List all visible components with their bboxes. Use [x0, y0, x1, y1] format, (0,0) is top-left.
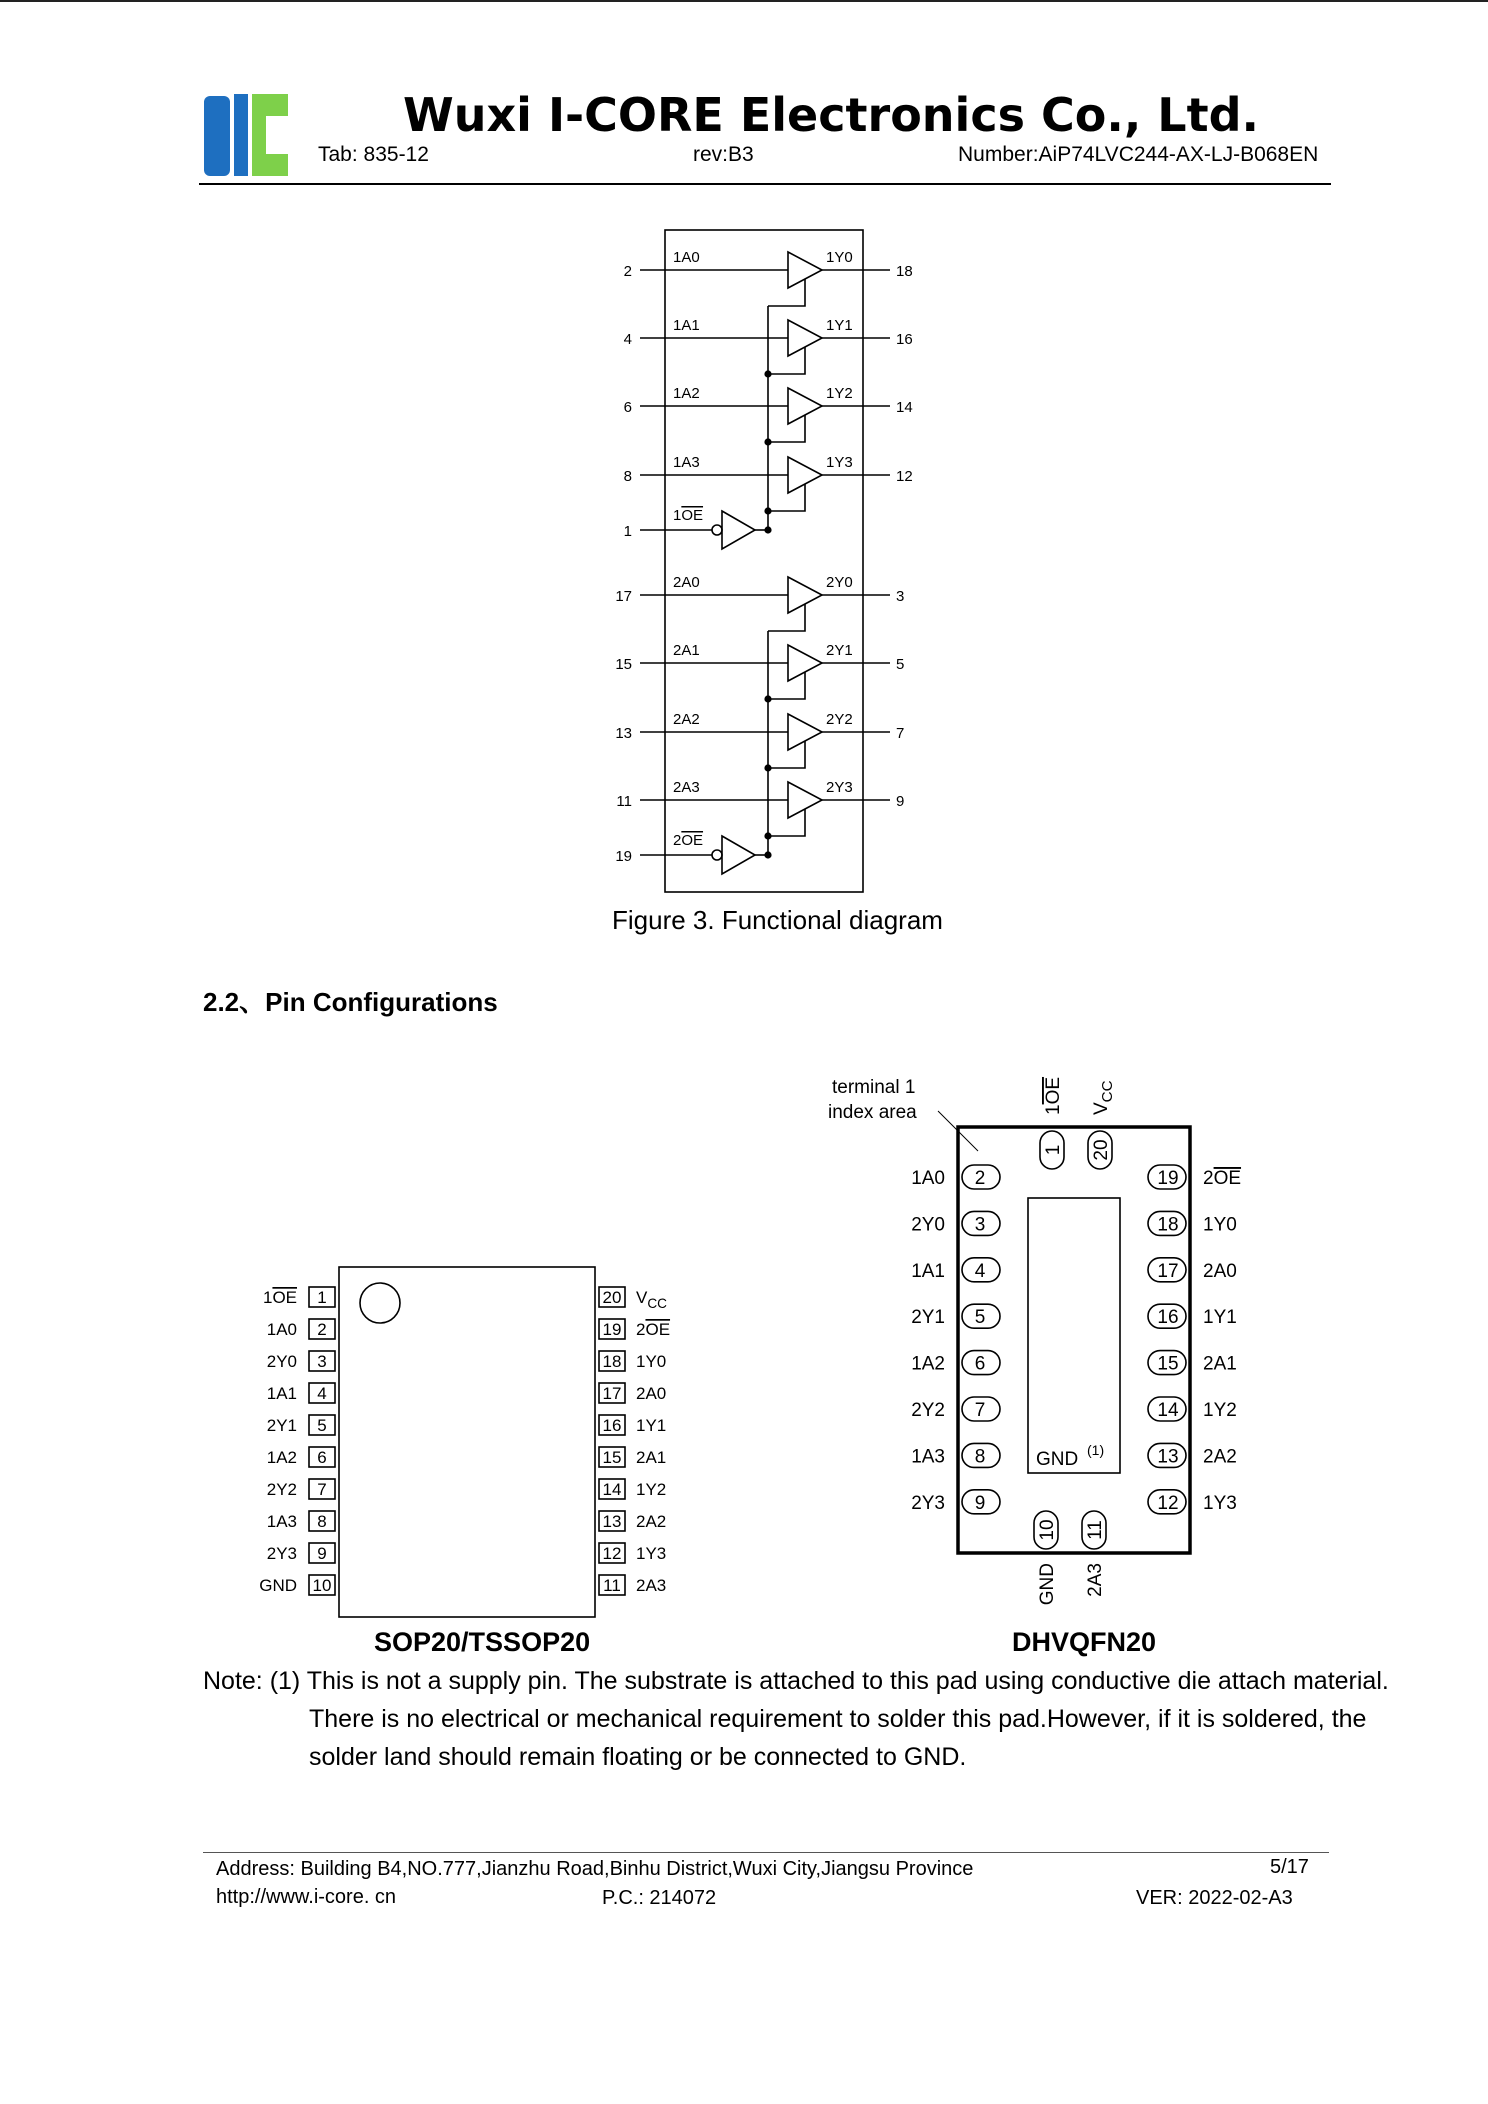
sop-pin-name: $V_{CC}$ [636, 1288, 667, 1311]
qfn-pin-name: 1Y3 [1203, 1492, 1237, 1514]
terminal-label: terminal 1 [832, 1077, 916, 1098]
enable-tap [768, 415, 805, 442]
qfn-pin-number: 1 [1043, 1144, 1064, 1156]
sop-pin-name: 1OE [262, 1288, 297, 1307]
qfn-pin-name: GND [1037, 1563, 1058, 1606]
qfn-pin-number: 20 [1091, 1139, 1112, 1161]
enable-pin-number: 19 [615, 848, 632, 865]
sop20-pinout [245, 1255, 685, 1630]
qfn-pin-number: 2 [974, 1168, 986, 1189]
qfn-pin-name: 2Y3 [911, 1492, 945, 1514]
header-tab: Tab: 835-12 [318, 143, 429, 166]
note-line-2: There is no electrical or mechanical requirement to solder this pad.However, if it is soldered, the [309, 1705, 1367, 1733]
output-pin-number: 3 [896, 588, 905, 605]
sop-pin-number: 9 [317, 1544, 327, 1563]
enable-tap [768, 604, 805, 631]
footer-page: 5/17 [1270, 1856, 1309, 1878]
output-pin-label: 1Y1 [826, 317, 853, 334]
sop-pin-name: 1Y0 [636, 1352, 667, 1371]
output-pin-number: 14 [896, 399, 913, 416]
input-pin-number: 11 [616, 793, 632, 810]
sop-pin-name: 2A2 [636, 1512, 667, 1531]
qfn-pin-number: 6 [974, 1353, 986, 1375]
enable-tap [768, 741, 805, 768]
qfn-pin-name: 1OE [1043, 1076, 1064, 1115]
inversion-bubble [712, 850, 722, 860]
header-number: Number:AiP74LVC244-AX-LJ-B068EN [958, 143, 1319, 166]
qfn-pin-name: 1Y0 [1203, 1214, 1237, 1236]
qfn-pin-number: 17 [1157, 1260, 1179, 1282]
qfn-pin-number: 18 [1157, 1214, 1179, 1236]
qfn-pin-name: 1Y2 [1203, 1400, 1237, 1421]
sop-pin-number: 1 [317, 1288, 327, 1307]
sop-pin-number: 18 [602, 1352, 622, 1371]
sop-pin-number: 17 [602, 1384, 622, 1403]
output-pin-label: 2Y2 [826, 711, 853, 728]
qfn-package-name: DHVQFN20 [1012, 1627, 1157, 1657]
sop-pin-number: 6 [317, 1448, 327, 1467]
enable-tap [768, 672, 805, 699]
sop-pin-number: 7 [317, 1480, 327, 1499]
sop-pin-name: 2A0 [636, 1384, 667, 1403]
input-pin-number: 13 [615, 725, 632, 742]
sop-pin-number: 11 [603, 1576, 621, 1595]
company-name: Wuxi I-CORE Electronics Co., Ltd. [403, 88, 1260, 142]
enable-tap [768, 484, 805, 511]
sop-pin-number: 2 [317, 1320, 327, 1339]
sop-pin-name: 2Y3 [266, 1544, 297, 1563]
qfn-pin-name: 2A1 [1203, 1353, 1237, 1375]
terminal-label: index area [828, 1102, 917, 1123]
qfn-pin-name: 2A2 [1203, 1446, 1237, 1468]
qfn-pin-number: 14 [1157, 1400, 1179, 1421]
output-pin-number: 5 [896, 656, 905, 673]
qfn-pin-name: 2A0 [1203, 1260, 1237, 1282]
sop-pin-name: 1A0 [266, 1320, 297, 1339]
enable-pin-label: 1OE [673, 507, 704, 524]
output-pin-label: 1Y3 [826, 454, 853, 471]
figure-caption: Figure 3. Functional diagram [612, 905, 943, 935]
output-pin-number: 16 [896, 331, 913, 348]
qfn-pin-number: 3 [974, 1214, 986, 1236]
header-rev: rev:B3 [693, 143, 754, 166]
sop-pin-name: 2A3 [636, 1576, 667, 1595]
junction-dot [765, 765, 771, 771]
output-pin-number: 9 [896, 793, 905, 810]
sop-pin-name: 2A1 [636, 1448, 667, 1467]
footer-address: Address: Building B4,NO.777,Jianzhu Road,Binhu District,Wuxi City,Jiangsu Province [216, 1858, 974, 1880]
output-pin-label: 2Y1 [826, 642, 853, 659]
enable-pin-number: 1 [623, 523, 632, 540]
pin1-marker [360, 1283, 400, 1323]
qfn-pin-number: 8 [974, 1446, 986, 1468]
input-pin-number: 4 [623, 331, 632, 348]
sop-pin-number: 12 [602, 1544, 622, 1563]
note-line-1: Note: (1) This is not a supply pin. The substrate is attached to this pad using conductive die attach material. [203, 1667, 1389, 1695]
qfn-pin-number: 13 [1157, 1446, 1179, 1468]
enable-tap [768, 279, 805, 306]
sop-pin-number: 19 [602, 1320, 622, 1339]
junction-dot [765, 833, 771, 839]
sop-pin-number: 14 [602, 1480, 622, 1499]
qfn-pin-number: 5 [974, 1307, 986, 1329]
qfn-pin-name: 2OE [1203, 1168, 1242, 1189]
input-pin-number: 2 [623, 263, 632, 280]
output-pin-label: 2Y0 [826, 574, 853, 591]
qfn-pin-number: 10 [1037, 1519, 1058, 1541]
qfn-pin-name: 2Y2 [911, 1400, 945, 1421]
note-line-3: solder land should remain floating or be connected to GND. [309, 1743, 967, 1771]
qfn-pin-number: 12 [1157, 1492, 1179, 1514]
input-pin-number: 6 [623, 399, 632, 416]
enable-buffer-symbol [722, 836, 755, 874]
output-pin-label: 2Y3 [826, 779, 853, 796]
footer-version: VER: 2022-02-A3 [1136, 1887, 1293, 1909]
output-pin-number: 7 [896, 725, 905, 742]
footer-url[interactable]: http://www.i-core. cn [216, 1886, 397, 1908]
footer-postcode: P.C.: 214072 [602, 1887, 717, 1909]
input-pin-label: 1A1 [673, 317, 700, 334]
enable-tap [768, 809, 805, 836]
enable-tap [768, 347, 805, 374]
sop-pin-number: 3 [317, 1352, 327, 1371]
functional-diagram [600, 220, 940, 900]
junction-dot [765, 508, 771, 514]
exposed-pad-label: GND [1036, 1449, 1079, 1470]
junction-dot [765, 439, 771, 445]
page-top-border [0, 0, 1488, 2]
sop-package-name: SOP20/TSSOP20 [374, 1627, 591, 1657]
sop-pin-number: 15 [602, 1448, 622, 1467]
qfn-pin-name: $V_{CC}$ [1091, 1080, 1116, 1115]
output-pin-label: 1Y0 [826, 249, 853, 266]
enable-pin-label: 2OE [673, 832, 704, 849]
output-pin-label: 1Y2 [826, 385, 853, 402]
input-pin-label: 1A3 [673, 454, 700, 471]
exposed-pad [1028, 1198, 1120, 1473]
sop-pin-number: 10 [312, 1576, 332, 1595]
sop-pin-name: 2Y2 [266, 1480, 297, 1499]
qfn20-pinout [800, 1055, 1280, 1635]
qfn-pin-number: 7 [974, 1400, 986, 1421]
inversion-bubble [712, 525, 722, 535]
qfn-body [958, 1127, 1190, 1553]
input-pin-number: 17 [615, 588, 632, 605]
qfn-pin-name: 1Y1 [1203, 1307, 1237, 1329]
qfn-pin-name: 2Y0 [911, 1214, 945, 1236]
sop-pin-number: 5 [317, 1416, 327, 1435]
sop-pin-number: 20 [602, 1288, 622, 1307]
qfn-pin-name: 1A2 [911, 1353, 945, 1375]
qfn-pin-name: 1A1 [911, 1260, 945, 1282]
input-pin-label: 2A3 [673, 779, 700, 796]
icore-logo [204, 92, 288, 178]
sop-pin-name: 1A3 [266, 1512, 297, 1531]
input-pin-label: 2A1 [673, 642, 700, 659]
junction-dot [765, 852, 771, 858]
section-title: 2.2、Pin Configurations [203, 987, 498, 1017]
qfn-pin-number: 19 [1157, 1168, 1179, 1189]
input-pin-number: 15 [615, 656, 632, 673]
sop-pin-name: 1A2 [266, 1448, 297, 1467]
junction-dot [765, 527, 771, 533]
sop-body [339, 1267, 595, 1617]
qfn-pin-name: 2Y1 [911, 1307, 945, 1329]
enable-buffer-symbol [722, 511, 755, 549]
input-pin-number: 8 [623, 468, 632, 485]
output-pin-number: 18 [896, 263, 913, 280]
input-pin-label: 1A2 [673, 385, 700, 402]
qfn-pin-name: 1A0 [911, 1168, 945, 1189]
sop-pin-name: GND [259, 1576, 297, 1595]
sop-pin-name: 1Y1 [636, 1416, 667, 1435]
sop-pin-number: 13 [602, 1512, 622, 1531]
output-pin-number: 12 [896, 468, 913, 485]
sop-pin-number: 16 [602, 1416, 622, 1435]
qfn-pin-name: 2A3 [1085, 1563, 1106, 1597]
exposed-pad-note: (1) [1087, 1442, 1105, 1458]
sop-pin-name: 2Y1 [266, 1416, 297, 1435]
qfn-pin-number: 9 [974, 1492, 986, 1514]
sop-pin-name: 1A1 [266, 1384, 297, 1403]
input-pin-label: 2A0 [673, 574, 700, 591]
junction-dot [765, 696, 771, 702]
sop-pin-number: 4 [317, 1384, 327, 1403]
qfn-pin-number: 16 [1157, 1307, 1179, 1329]
sop-pin-name: 2OE [636, 1320, 671, 1339]
qfn-pin-number: 11 [1085, 1520, 1106, 1540]
input-pin-label: 1A0 [673, 249, 700, 266]
qfn-pin-number: 15 [1157, 1353, 1179, 1375]
header-rule [199, 183, 1331, 185]
qfn-pin-number: 4 [974, 1260, 986, 1282]
sop-pin-name: 1Y2 [636, 1480, 667, 1499]
sop-pin-name: 1Y3 [636, 1544, 667, 1563]
sop-pin-number: 8 [317, 1512, 327, 1531]
sop-pin-name: 2Y0 [266, 1352, 297, 1371]
footer-rule [203, 1852, 1329, 1853]
junction-dot [765, 371, 771, 377]
input-pin-label: 2A2 [673, 711, 700, 728]
qfn-pin-name: 1A3 [911, 1446, 945, 1468]
